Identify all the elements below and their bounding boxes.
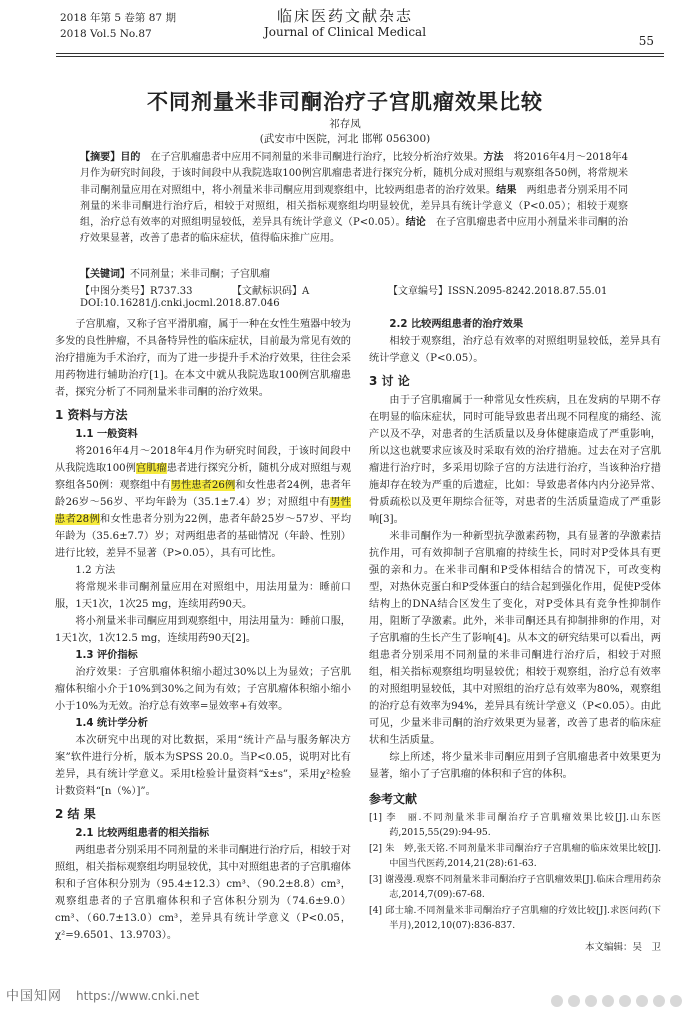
- conclusion-label: 结论: [405, 217, 426, 229]
- issue-en: 2018 Vol.5 No.87: [60, 28, 152, 40]
- dot-icon: [602, 995, 614, 1007]
- results-text: 两组患者分别采用不同剂量的米非司酮进行治疗后，相较于对照组，相关指标观察组均明显较优，差异具有统计学意义（P<0.05）；相较于观察组，治疗总有效率的对照组明显较低，差异具有统计学意义（P<0.05）。: [80, 184, 629, 229]
- methods-text: 将2016年4月～2018年4月作为研究时间段，于该时间段中从我院选取100例宫肌瘤患者进行探究分析，随机分成对照组与观察组各50例，将常规米非司酮剂量应用在对照组中，将小剂量米非司酮应用到观察组中，比较两组患者的治疗效果。: [80, 152, 629, 196]
- paragraph-1-4: 本次研究中出现的对比数据，采用“统计产品与服务解决方案”软件进行分析，版本为SPSS 20.0。当P<0.05，说明对比有差异，具有统计学意义。采用t检验计量资料“x̄±s”，采用χ²检验计数资料“[n（%）]”。: [55, 735, 351, 797]
- dot-icon: [636, 995, 648, 1007]
- dot-icon: [670, 995, 682, 1007]
- section-1-1-heading: 1.1 一般资料: [75, 429, 138, 440]
- highlight-1: 宫肌瘤: [135, 463, 167, 474]
- reference-item: [3] 谢漫漫.观察不同剂量米非司酮治疗子宫肌瘤效果[J].临床合理用药杂志,2014,7(09):67-68.: [369, 874, 661, 900]
- section-1-heading: 1 资料与方法: [55, 408, 128, 422]
- header-rule-thin: [56, 56, 664, 57]
- journal-name: [0, 8, 690, 40]
- objective-label: 目的: [120, 152, 141, 163]
- author: 祁存凤: [329, 118, 361, 130]
- conclusion-text: 在子宫肌瘤患者中应用小剂量米非司酮的治疗效果显著，改善了患者的临床症状，值得临床推广应用。: [80, 217, 629, 245]
- paragraph-1-1: 将2016年4月～2018年4月作为研究时间段，于该时间段中从我院选取100例宫肌瘤患者进行探究分析，随机分成对照组与观察组各50例：观察组中有男性患者26例和女性患者24例，患者年龄26岁～56岁、平均年龄为（35.1±7.4）岁；对照组中有男性患者28例和女性患者分别为22例，患者年龄25岁～57岁、平均年龄为（35.6±7.7）岁；对两组患者的基础情况（年龄、性别）进行比较，差异不显著（P>0.05），具有可比性。: [55, 446, 352, 559]
- issue-cn: 2018 年第 5 卷第 87 期: [60, 12, 176, 24]
- document-code: 【文献标识码】A: [232, 286, 310, 297]
- dot-icon: [653, 995, 665, 1007]
- section-3-heading: 3 讨 论: [369, 374, 410, 388]
- dot-icon: [551, 995, 563, 1007]
- section-2-2-heading: 2.2 比较两组患者的治疗效果: [389, 319, 524, 330]
- methods-label: 方法: [483, 152, 504, 163]
- keywords: [80, 265, 270, 280]
- section-2-heading: 2 结 果: [55, 807, 96, 821]
- journal-cn: 临床医药文献杂志: [276, 7, 413, 25]
- reference-list: [369, 810, 661, 933]
- editor-note: 本文编辑：吴 卫: [584, 942, 661, 953]
- reference-item: [2] 朱 婷,张天铭.不同剂量米非司酮治疗子宫肌瘤的临床效果比较[J].中国当代医药,2014,21(28):61-63.: [369, 843, 661, 869]
- paragraph-1-2a: 将常规米非司酮剂量应用在对照组中，用法用量为：睡前口服，1天1次，1次25 mg，连续用药90天。: [55, 582, 351, 610]
- cnki-logo: 中国知网: [6, 989, 63, 1004]
- objective-text: 在子宫肌瘤患者中应用不同剂量的米非司酮进行治疗，比较分析治疗效果。: [150, 152, 484, 163]
- doi: DOI:10.16281/j.cnki.jocml.2018.87.046: [80, 298, 280, 309]
- left-column: [55, 316, 351, 944]
- reference-item: [4] 邱士瑜.不同剂量米非司酮治疗子宫肌瘤的疗效比较[J].求医问药(下半月),2012,10(07):836-837.: [369, 905, 661, 931]
- keywords-text: 不同剂量；米非司酮；子宫肌瘤: [130, 269, 270, 280]
- keywords-label: 【关键词】: [80, 269, 130, 280]
- paragraph-1-3: 治疗效果：子宫肌瘤体积缩小超过30%以上为显效；子宫肌瘤体积缩小介于10%到30%之间为有效；子宫肌瘤体积缩小缩小小于10%为无效。治疗总有效率=显效率+有效率。: [55, 667, 351, 712]
- section-1-2-heading: 1.2 方法: [75, 565, 116, 576]
- references-heading: 参考文献: [369, 792, 418, 806]
- dot-icon: [568, 995, 580, 1007]
- intro-paragraph: 子宫肌瘤，又称子宫平滑肌瘤，属于一种在女性生殖器中较为多发的良性肿瘤，不具备特异性的临床症状，目前最为常见有效的治疗措施为手术治疗，而为了进一步提升手术治疗效果，往往会采用药物进行辅助治疗[1]。在本文中就从我院选取100例宫肌瘤患者，探究分析了不同剂量米非司酮的治疗效果。: [55, 319, 351, 398]
- right-column: [369, 316, 661, 956]
- highlight-3: 男性患者28例: [55, 497, 351, 525]
- cnki-url[interactable]: https://www.cnki.net: [76, 989, 200, 1003]
- affiliation: (武安市中医院，河北 邯郸 056300): [259, 133, 431, 145]
- paragraph-3a: 由于子宫肌瘤属于一种常见女性疾病，且在发病的早期不存在明显的临床症状，同时可能导致患者出现不同程度的痛经、流产以及不孕，对患者的生活质量以及身体健康造成了严重影响，所以这也就要求应该及时采取有效的治疗措施。过去在对子宫肌瘤进行治疗时，多采用切除子宫的方法进行治疗，当该种治疗措施却存在较为严重的后遗症，比如：导致患者体内内分泌异常、骨质疏松以及更年期综合征等，对患者的生活质量造成了严重影响[3]。: [369, 395, 661, 525]
- highlight-2: 男性患者26例: [170, 480, 236, 491]
- section-1-3-heading: 1.3 评价指标: [75, 650, 138, 661]
- page-number: 55: [638, 34, 654, 48]
- clc-number: 【中图分类号】R737.33: [80, 286, 193, 297]
- footer: [6, 985, 199, 1004]
- section-1-4-heading: 1.4 统计学分析: [75, 718, 148, 729]
- paragraph-3b: 米非司酮作为一种新型抗孕激素药物，具有显著的孕激素拮抗作用，可有效抑制子宫肌瘤的持续生长，同时对P受体具有更强的亲和力。在米非司酮和P受体相结合的情况下，可改变构型，对热休克蛋白和P受体蛋白的结合起到强化作用，促使P受体结构上的DNA结合区发生了变化，对P受体具有竞争性抑制作用，阻断了孕激素。此外，米非司酮还具有抑制排卵的作用，对子宫肌瘤的生长产生了影响[4]。从本文的研究结果可以看出，两组患者分别采用不同剂量的米非司酮进行治疗后，相较于对照组，相关指标观察组均明显较优；相较于观察组，治疗总有效率的对照组明显较低，其中对照组的治疗总有效率为80%，观察组的治疗总有效率为94%，差异具有统计学意义（P<0.05）。由此可见，少量米非司酮的治疗效果更为显著，改善了患者的临床症状和生活质量。: [369, 531, 661, 746]
- results-label: 结果: [496, 184, 517, 196]
- article-title: 不同剂量米非司酮治疗子宫肌瘤效果比较: [147, 89, 543, 114]
- journal-en: Journal of Clinical Medical: [263, 25, 427, 39]
- reference-item: [1] 李 丽.不同剂量米非司酮治疗子宫肌瘤效果比较[J].山东医药,2015,55(29):94-95.: [369, 812, 661, 838]
- dot-icon: [619, 995, 631, 1007]
- pager-dots: [546, 992, 682, 1011]
- paragraph-1-2b: 将小剂量米非司酮应用到观察组中，用法用量为：睡前口服，1天1次，1次12.5 mg，连续用药90天[2]。: [55, 616, 351, 644]
- dot-icon: [585, 995, 597, 1007]
- article-number: 【文章编号】ISSN.2095-8242.2018.87.55.01: [388, 286, 608, 297]
- paragraph-2-1: 两组患者分别采用不同剂量的米非司酮进行治疗后，相较于对照组，相关指标观察组均明显较优，其中对照组患者的子宫肌瘤体积和子宫体积分别为（95.4±12.3）cm³、（90.2±8.8）cm³，观察组患者的子宫肌瘤体积和子宫体积分别为（74.6±9.0）cm³、（60.7±13.0）cm³，差异具有统计学意义（P<0.05，χ²=9.6501、13.9703）。: [55, 845, 351, 941]
- header-rule: [56, 53, 664, 54]
- paragraph-2-2: 相较于观察组，治疗总有效率的对照组明显较低，差异具有统计学意义（P<0.05）。: [369, 336, 661, 364]
- paragraph-3c: 综上所述，将少量米非司酮应用到子宫肌瘤患者中效果更为显著，缩小了子宫肌瘤的体积和子宫的体积。: [369, 752, 661, 780]
- section-2-1-heading: 2.1 比较两组患者的相关指标: [75, 828, 210, 839]
- abstract: [80, 150, 628, 248]
- abstract-label: 【摘要】: [80, 152, 121, 163]
